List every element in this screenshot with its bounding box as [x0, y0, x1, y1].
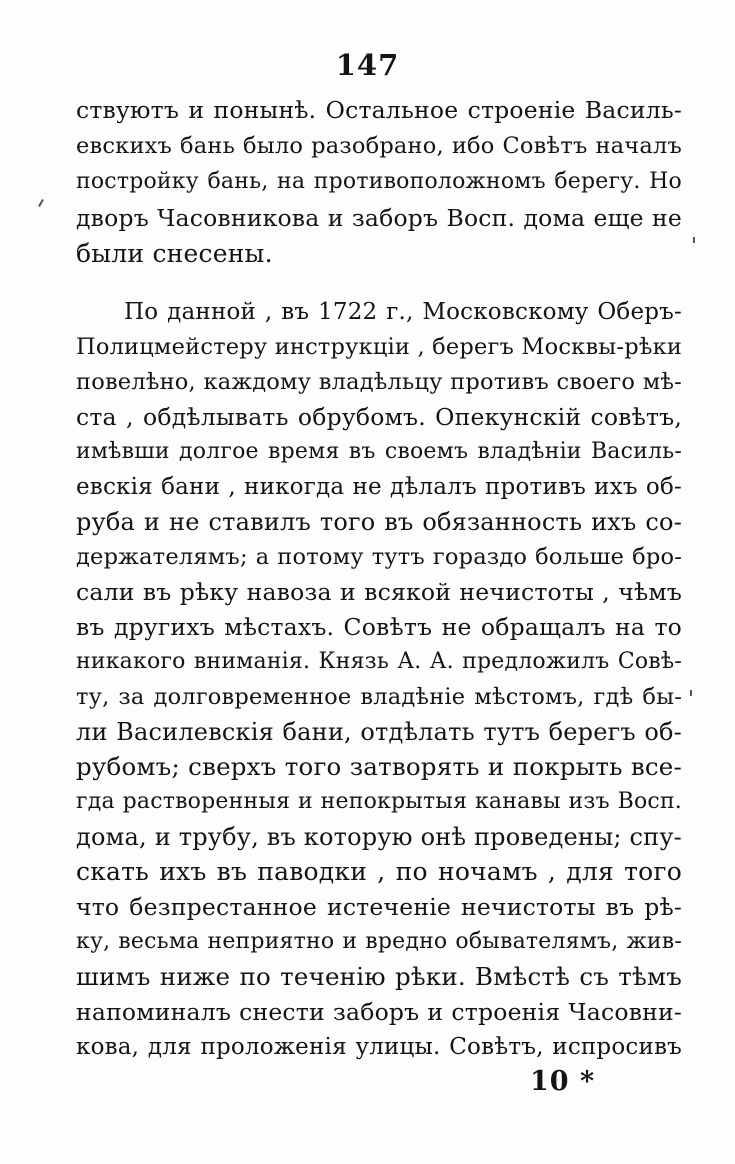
- text-line: шимъ ниже по теченію рѣки. Вмѣстѣ съ тѣмъ: [76, 962, 682, 991]
- page-number: 147: [335, 48, 400, 82]
- scan-speck: [38, 199, 44, 207]
- text-line: сали въ рѣку навоза и всякой нечистоты , чѣмъ: [76, 578, 682, 606]
- text-line: имѣвши долгое время въ своемъ владѣніи Василь-: [76, 439, 682, 464]
- text-line: что безпрестанное истеченіе нечистоты въ рѣ-: [76, 893, 682, 921]
- text-line: ствуютъ и понынѣ. Остальное строеніе Василь-: [76, 96, 682, 124]
- text-line: ку, весьма неприятно и вредно обывателямъ, жив-: [76, 929, 682, 954]
- text-line: рубомъ; сверхъ того затворять и покрыть все-: [76, 752, 682, 781]
- text-line: напоминалъ снести заборъ и строенія Часовни-: [76, 998, 682, 1026]
- text-line: скать ихъ въ паводки , по ночамъ , для того: [76, 857, 682, 886]
- text-line: повелѣно, каждому владѣльцу противъ своего мѣ-: [76, 369, 682, 395]
- text-line: кова, для проложенія улицы. Совѣтъ, испросивъ: [76, 1034, 682, 1060]
- text-line: ли Василевскія бани, отдѣлать тутъ берегъ об-: [76, 718, 682, 746]
- text-line: никакого вниманія. Князь А. А. предложилъ Совѣ-: [76, 649, 682, 674]
- text-line: постройку бань, на противоположномъ берегу. Но: [76, 169, 682, 194]
- text-line: руба и не ставилъ того въ обязанность ихъ со-: [76, 508, 682, 536]
- text-line: дома, и трубу, въ которую онѣ проведены; спу-: [76, 823, 682, 851]
- text-line: ста , обдѣлывать обрубомъ. Опекунскій совѣтъ,: [76, 403, 682, 431]
- scan-speck: [690, 690, 692, 696]
- text-line: Полицмейстеру инструкціи , берегъ Москвы-рѣки: [76, 334, 683, 360]
- text-line: были снесены.: [76, 239, 273, 268]
- paragraph-first-line: По данной , въ 1722 г., Московскому Оберъ-: [124, 299, 682, 325]
- text-line: ту, за долговременное владѣніе мѣстомъ, гдѣ бы-: [76, 684, 682, 710]
- text-line: въ другихъ мѣстахъ. Совѣтъ не обращалъ на то: [76, 613, 682, 641]
- text-line: евскія бани , никогда не дѣлалъ противъ ихъ об-: [76, 474, 682, 500]
- text-line: евскихъ бань было разобрано, ибо Совѣтъ началъ: [76, 133, 682, 159]
- text-line: гда растворенныя и непокрытыя канавы изъ Восп.: [76, 789, 682, 814]
- signature-mark: 10 *: [530, 1066, 596, 1097]
- text-line: дворъ Часовникова и заборъ Восп. дома еще не: [76, 204, 682, 232]
- text-line: держателямъ; а потому тутъ гораздо больше бро-: [76, 544, 682, 570]
- scan-speck: [693, 237, 695, 243]
